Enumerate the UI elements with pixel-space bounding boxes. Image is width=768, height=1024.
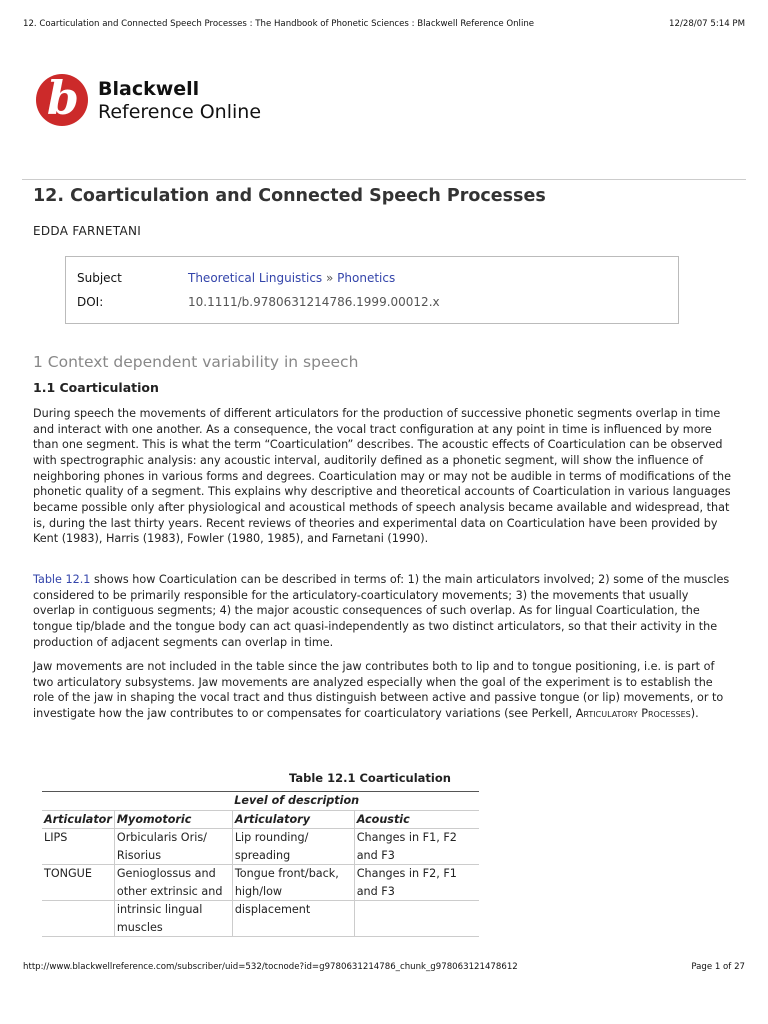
table-row <box>42 901 479 919</box>
table-level-header: Level of description <box>114 792 479 811</box>
table-cell: Lip rounding/ <box>232 829 354 847</box>
table-row <box>42 829 479 847</box>
table-cell: Tongue front/back, <box>232 865 354 883</box>
subject-value <box>188 271 395 285</box>
section-heading: 1 Context dependent variability in speech <box>33 353 359 371</box>
paragraph-2 <box>33 572 733 650</box>
table-column-header: Articulatory <box>232 810 354 829</box>
doi-value: 10.1111/b.9780631214786.1999.00012.x <box>188 295 440 309</box>
table-cell <box>354 919 479 937</box>
table-cell <box>42 792 114 811</box>
table-cell <box>42 919 114 937</box>
table-column-header: Myomotoric <box>114 810 232 829</box>
table-cell: Changes in F1, F2 <box>354 829 479 847</box>
article-metadata-box <box>65 256 679 324</box>
table-cell: Orbicularis Oris/ <box>114 829 232 847</box>
table-cell: Changes in F2, F1 <box>354 865 479 883</box>
table-cell: TONGUE <box>42 865 114 883</box>
table-cell: intrinsic lingual <box>114 901 232 919</box>
table-header-row <box>42 810 479 829</box>
table-cell: Risorius <box>114 847 232 865</box>
blackwell-b-logo-icon <box>35 73 89 127</box>
article-title: 12. Coarticulation and Connected Speech Processes <box>33 186 546 206</box>
paragraph-3-end: ). <box>690 706 699 720</box>
table-cell: Genioglossus and <box>114 865 232 883</box>
subject-label: Subject <box>77 271 122 285</box>
logo-letter: b <box>46 73 80 125</box>
table-cell: muscles <box>114 919 232 937</box>
subject-link-theoretical-linguistics[interactable]: Theoretical Linguistics <box>188 271 323 285</box>
print-header-datetime: 12/28/07 5:14 PM <box>669 19 745 29</box>
table-cell: displacement <box>232 901 354 919</box>
coarticulation-table <box>42 791 479 937</box>
table-cell: other extrinsic and <box>114 883 232 901</box>
table-cell: and F3 <box>354 847 479 865</box>
paragraph-3 <box>33 659 733 722</box>
table-12-1-link[interactable]: Table 12.1 <box>33 573 91 586</box>
table-cell: LIPS <box>44 831 68 844</box>
doi-label: DOI: <box>77 295 104 309</box>
table-row <box>42 883 479 901</box>
article-author: EDDA FARNETANI <box>33 224 142 238</box>
table-cell: and F3 <box>354 883 479 901</box>
logo-text-reference-online: Reference Online <box>98 101 262 123</box>
table-column-header: Articulator <box>42 810 114 829</box>
subsection-heading: 1.1 Coarticulation <box>33 380 159 395</box>
table-cell <box>232 919 354 937</box>
print-footer <box>23 962 745 974</box>
table-caption: Table 12.1 Coarticulation <box>289 771 451 785</box>
paragraph-1: During speech the movements of different articulators for the production of successive phonetic segments overlap in time and interact with one another. As a consequence, the vocal tract configuration at any point in time is influenced by more than one segment. This is what the term “Coarticulation” describes. The acoustic effects of Coarticulation can be observed with spectrographic analysis: any acoustic interval, auditorily defined as a phonetic segment, will show the influence of neighboring phones in various forms and degrees. Coarticulation may or may not be audible in terms of modifications of the phonetic quality of a segment. This explains why descriptive and theoretical accounts of Coarticulation in various languages became possible only after physiological and acoustical methods of speech analysis became available and widespread, that is, during the last thirty years. Recent reviews of theories and experimental data on Coarticulation have been provided by Kent (1983), Harris (1983), Fowler (1980, 1985), and Farnetani (1990). <box>33 407 731 546</box>
table-row <box>42 847 479 865</box>
blackwell-logo[interactable] <box>35 73 295 129</box>
header-divider <box>22 179 746 180</box>
table-cell <box>42 901 114 919</box>
table-row <box>42 919 479 937</box>
cross-reference-articulatory-processes: Articulatory Processes <box>575 706 691 720</box>
paragraph-2-text: shows how Coarticulation can be described in terms of: 1) the main articulators involved; 2) some of the muscles considered to be primarily responsible for the articulatory-coarticulatory movements; 3) the movements that usually overlap in contiguous segments; 4) the major acoustic consequences of such overlap. As for lingual Coarticulation, the tongue tip/blade and the tongue body can act quasi-independently as two distinct articulators, so that their activity in the production of adjacent segments can overlap in time. <box>33 573 730 649</box>
table-cell: high/low <box>232 883 354 901</box>
subject-link-phonetics[interactable]: Phonetics <box>337 271 396 285</box>
table-level-row <box>42 792 479 811</box>
table-cell <box>354 901 479 919</box>
print-footer-url: http://www.blackwellreference.com/subscriber/uid=532/tocnode?id=g9780631214786_chunk_g978063121478612 <box>23 962 518 972</box>
print-header-title: 12. Coarticulation and Connected Speech Processes : The Handbook of Phonetic Sciences : Blackwell Reference Online <box>23 19 535 29</box>
print-header <box>23 19 745 31</box>
table-row <box>42 865 479 883</box>
table-column-header: Acoustic <box>354 810 479 829</box>
table-cell: spreading <box>232 847 354 865</box>
logo-text-blackwell: Blackwell <box>98 78 200 100</box>
table-cell <box>42 883 114 901</box>
paragraph-3-text: Jaw movements are not included in the table since the jaw contributes both to lip and to tongue positioning, i.e. is part of two articulatory subsystems. Jaw movements are analyzed especially when the goal of the experiment is to establish the role of the jaw in shaping the vocal tract and thus distinguish between active and passive tongue (or lip) movements, or to investigate how the jaw contributes to or compensates for coarticulatory variations (see Perkell, <box>33 660 724 720</box>
subject-separator: » <box>322 271 338 285</box>
table-cell <box>42 847 114 865</box>
print-footer-page-number: Page 1 of 27 <box>691 962 745 972</box>
